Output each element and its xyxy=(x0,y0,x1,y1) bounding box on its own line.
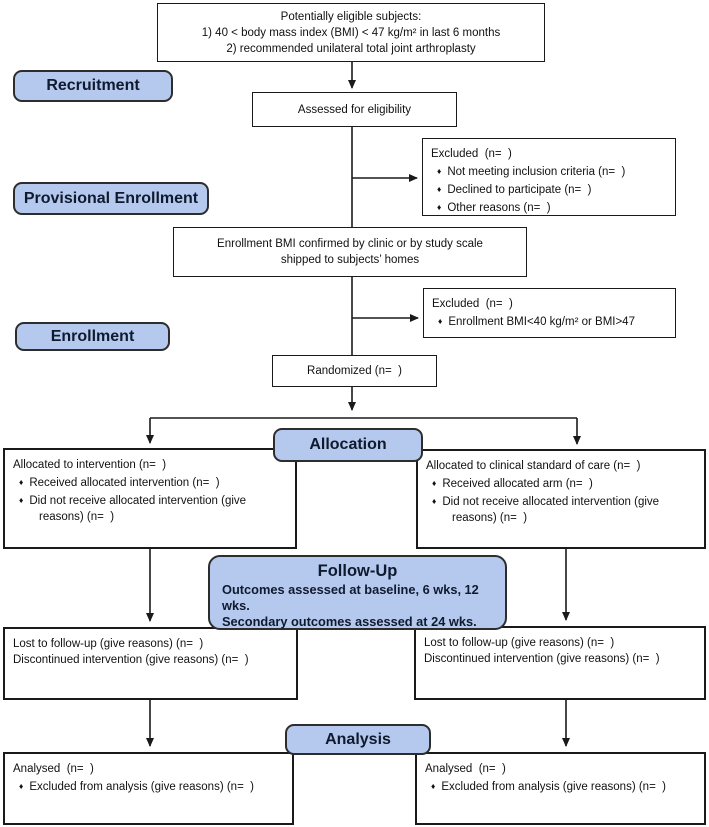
bmi-confirmation-box xyxy=(173,227,527,277)
allocation-title: Allocated to clinical standard of care (n= ) xyxy=(426,460,641,472)
diamond-bullet-icon: ♦ xyxy=(438,316,443,326)
analysis-title: Analysed (n= ) xyxy=(13,763,94,775)
followup-line: Lost to follow-up (give reasons) (n= ) xyxy=(13,638,204,650)
diamond-bullet-icon: ♦ xyxy=(437,202,442,212)
followup-line: Discontinued intervention (give reasons) (n= ) xyxy=(13,654,249,666)
diamond-bullet-icon: ♦ xyxy=(432,496,437,506)
stage-label-recruitment xyxy=(13,70,173,102)
excluded-box-1 xyxy=(422,138,676,216)
stage-label-allocation xyxy=(273,428,423,462)
bullet-item: ♦ Received allocated intervention (n= ) xyxy=(19,477,220,489)
followup-right-box xyxy=(414,626,706,700)
bullet-item: ♦ Excluded from analysis (give reasons) (n= ) xyxy=(431,781,667,793)
randomized-text: Randomized (n= ) xyxy=(307,365,402,377)
stage-label-analysis xyxy=(285,724,431,755)
stage-label-text: Enrollment xyxy=(50,327,135,345)
excluded-title: Excluded (n= ) xyxy=(432,298,513,310)
diamond-bullet-icon: ♦ xyxy=(19,495,24,505)
excluded-box-2 xyxy=(423,288,676,338)
bullet-item: ♦ Not meeting inclusion criteria (n= ) xyxy=(437,166,626,178)
excluded-title: Excluded (n= ) xyxy=(431,148,512,160)
analysis-right-box xyxy=(415,752,706,825)
follow-up-line: Secondary outcomes assessed at 24 wks. xyxy=(222,614,477,629)
bullet-item: ♦ Excluded from analysis (give reasons) (n= ) xyxy=(19,781,255,793)
stage-label-text: Analysis xyxy=(325,730,391,748)
bullet-item: ♦ Received allocated arm (n= ) xyxy=(432,478,593,490)
randomized-box xyxy=(272,355,437,387)
diamond-bullet-icon: ♦ xyxy=(19,477,24,487)
stage-label-enrollment xyxy=(15,322,170,351)
bullet-item: ♦ Did not receive allocated intervention (give reasons) (n= ) xyxy=(432,496,663,524)
stage-label-provisional-enrollment xyxy=(13,182,209,215)
diamond-bullet-icon: ♦ xyxy=(437,184,442,194)
diamond-bullet-icon: ♦ xyxy=(432,478,437,488)
followup-line: Discontinued intervention (give reasons) (n= ) xyxy=(424,653,660,665)
stage-label-text: Recruitment xyxy=(46,77,140,94)
follow-up-title: Follow-Up xyxy=(317,562,398,580)
follow-up-line: Outcomes assessed at baseline, 6 wks, 12 wks. xyxy=(222,582,483,613)
stage-label-text: Allocation xyxy=(309,436,387,453)
bullet-item: ♦ Enrollment BMI<40 kg/m² or BMI>47 xyxy=(438,316,635,328)
stage-label-text: Provisional Enrollment xyxy=(23,189,199,207)
stage-label-follow-up xyxy=(208,555,507,630)
allocation-intervention-box xyxy=(3,448,297,549)
followup-left-box xyxy=(3,627,298,700)
eligibility-line: 2) recommended unilateral total joint arthroplasty xyxy=(226,42,476,55)
bmi-line: Enrollment BMI confirmed by clinic or by study scale xyxy=(217,238,483,250)
eligibility-criteria-box xyxy=(157,3,545,62)
eligibility-line: 1) 40 < body mass index (BMI) < 47 kg/m² in last 6 months xyxy=(201,26,501,39)
analysis-title: Analysed (n= ) xyxy=(425,763,506,775)
diamond-bullet-icon: ♦ xyxy=(431,781,436,791)
followup-line: Lost to follow-up (give reasons) (n= ) xyxy=(424,637,615,649)
bullet-item: ♦ Did not receive allocated intervention (give reasons) (n= ) xyxy=(19,495,250,523)
allocation-title: Allocated to intervention (n= ) xyxy=(13,459,167,471)
diamond-bullet-icon: ♦ xyxy=(437,166,442,176)
analysis-left-box xyxy=(3,752,294,825)
assessed-eligibility-box xyxy=(252,92,457,127)
diamond-bullet-icon: ♦ xyxy=(19,781,24,791)
eligibility-line: Potentially eligible subjects: xyxy=(280,10,422,23)
allocation-standard-care-box xyxy=(416,449,706,549)
assessed-eligibility-text: Assessed for eligibility xyxy=(297,103,412,116)
bullet-item: ♦ Other reasons (n= ) xyxy=(437,202,551,214)
bullet-item: ♦ Declined to participate (n= ) xyxy=(437,184,592,196)
bmi-line: shipped to subjects’ homes xyxy=(280,254,420,266)
